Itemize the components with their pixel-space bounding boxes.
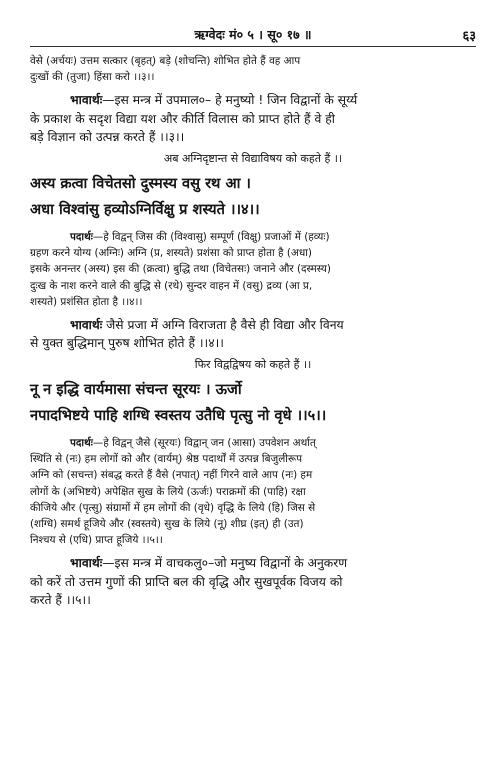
text-line: को करें तो उत्तम गुणों की प्राप्ति बल की वृद्धि और सुखपूर्वक विजय को (30, 574, 343, 589)
text-line (30, 435, 476, 451)
padartha-4 (30, 229, 476, 310)
bhavartha-5 (30, 554, 476, 610)
bhavartha-label: भावार्थः (70, 317, 103, 332)
text-line: दुःखों की (तुजा) हिंसा करो ।।३।। (30, 71, 155, 84)
text-span: —हे विद्वन् जैसे (सूरयः) विद्वान् जन (आसा) उपवेशन अर्थात् (92, 436, 316, 449)
bhavartha-4 (30, 316, 476, 353)
text-span: —इस मन्त्र में वाचकलु०–जो मनुष्य विद्वानों के अनुकरण (102, 556, 348, 571)
section-intro: अब अग्निदृष्टान्त से विद्याविषय को कहते हैं ।। (163, 151, 343, 165)
text-span: —हे विद्वन् जिस की (विश्वासु) सम्पूर्ण (विक्षु) प्रजाओं में (हव्यः) (92, 230, 330, 243)
running-head: ऋग्वेदः मं० ५ । सू० १७ ॥ (194, 27, 312, 42)
bhavartha-label: भावार्थः (70, 556, 103, 571)
text-line: दुःख के नाश करने वाले की बुद्धि से (रथे) सुन्दर वाहन में (वसु) द्रव्य (आ प्र, (30, 279, 313, 292)
page-number: ६३ (462, 29, 476, 44)
text-line: ग्रहण करने योग्य (अग्निः) अग्नि (प्र, शस्यते) प्रशंसा को प्राप्त होता है (अधा) (30, 247, 312, 260)
verse-line: अस्य क्रत्वा विचेतसो दुस्मस्य वसु रथ आ । (30, 174, 251, 192)
text-line: (शग्धि) समर्थ हूजिये और (स्वस्तये) सुख के लिये (नू) शीघ्र (इत्) ही (उत) (30, 517, 304, 530)
text-line: निश्चय से (एधि) प्राप्त हूजिये ।।५।। (30, 534, 163, 547)
padartha-label: पदार्थः (70, 230, 93, 243)
text-line: बड़े विज्ञान को उत्पन्न करते हैं ।।३।। (30, 130, 185, 145)
page-header (30, 24, 476, 47)
bhavartha-label: भावार्थः (70, 93, 103, 108)
text-line: के प्रकाश के सदृश विद्या यश और कीर्ति विलास को प्राप्त होते हैं वे ही (30, 111, 335, 126)
commentary-continuation (30, 53, 476, 85)
text-line: शस्यते) प्रशंसित होता है ।।४।। (30, 295, 143, 308)
mantra-4 (30, 171, 476, 223)
mantra-5 (30, 377, 476, 429)
verse-line: नपादभिष्टये पाहि शग्धि स्वस्तय उतैधि पृत्सु नो वृधे ।।५।। (30, 406, 327, 424)
text-line: स्थिति से (नः) हम लोगों को और (वार्यम्) श्रेष्ठ पदार्थों में उत्पन्न बिजुलीरूप (30, 453, 302, 466)
text-line (30, 229, 476, 245)
text-line (30, 91, 476, 110)
bhavartha-3 (30, 91, 476, 147)
text-line: इसके अनन्तर (अस्य) इस की (क्रत्वा) बुद्धि तथा (विचेतसः) जनाने और (दस्मस्य) (30, 263, 331, 276)
text-span: —इस मन्त्र में उपमाल०– हे मनुष्यो ! जिन विद्वानों के सूर्य्य (102, 93, 358, 108)
padartha-5 (30, 435, 476, 548)
text-line: कीजिये और (पृत्सु) संग्रामों में हम लोगों की (वृधे) वृद्धि के लिये (हि) जिस से (30, 501, 316, 514)
text-line: से युक्त बुद्धिमान् पुरुष शोभित होते हैं ।।४।। (30, 336, 224, 351)
text-line: वेसे (अर्चयः) उत्तम सत्कार (बृहत्) बड़े (शोचन्ति) शोभित होते हैं वह आप (30, 55, 301, 67)
text-span: जैसे प्रजा में अग्नि विराजता है वैसे ही विद्या और विनय (102, 317, 344, 332)
text-line: अग्नि को (सचन्त) संबद्ध करते हैं वैसे (नपात्) नहीं गिरने वाले आप (नः) हम (30, 469, 313, 482)
text-line: करते हैं ।।५।। (30, 593, 91, 608)
verse-line: अधा विश्वांसु हव्योऽग्निर्विक्षु प्र शस्यते ।।४।। (30, 200, 260, 218)
text-line (30, 554, 476, 573)
text-line: लोगों के (अभिष्टये) अपेक्षित सुख के लिये (ऊर्जः) पराक्रमों की (पाहि) रक्षा (30, 485, 306, 498)
section-intro: फिर विद्वद्विषय को कहते हैं ।। (194, 357, 312, 371)
text-line (30, 316, 476, 335)
verse-line: नू न इद्धि वार्यमासा संचन्त सूरयः । ऊर्जो (30, 380, 242, 398)
padartha-label: पदार्थः (70, 436, 93, 449)
